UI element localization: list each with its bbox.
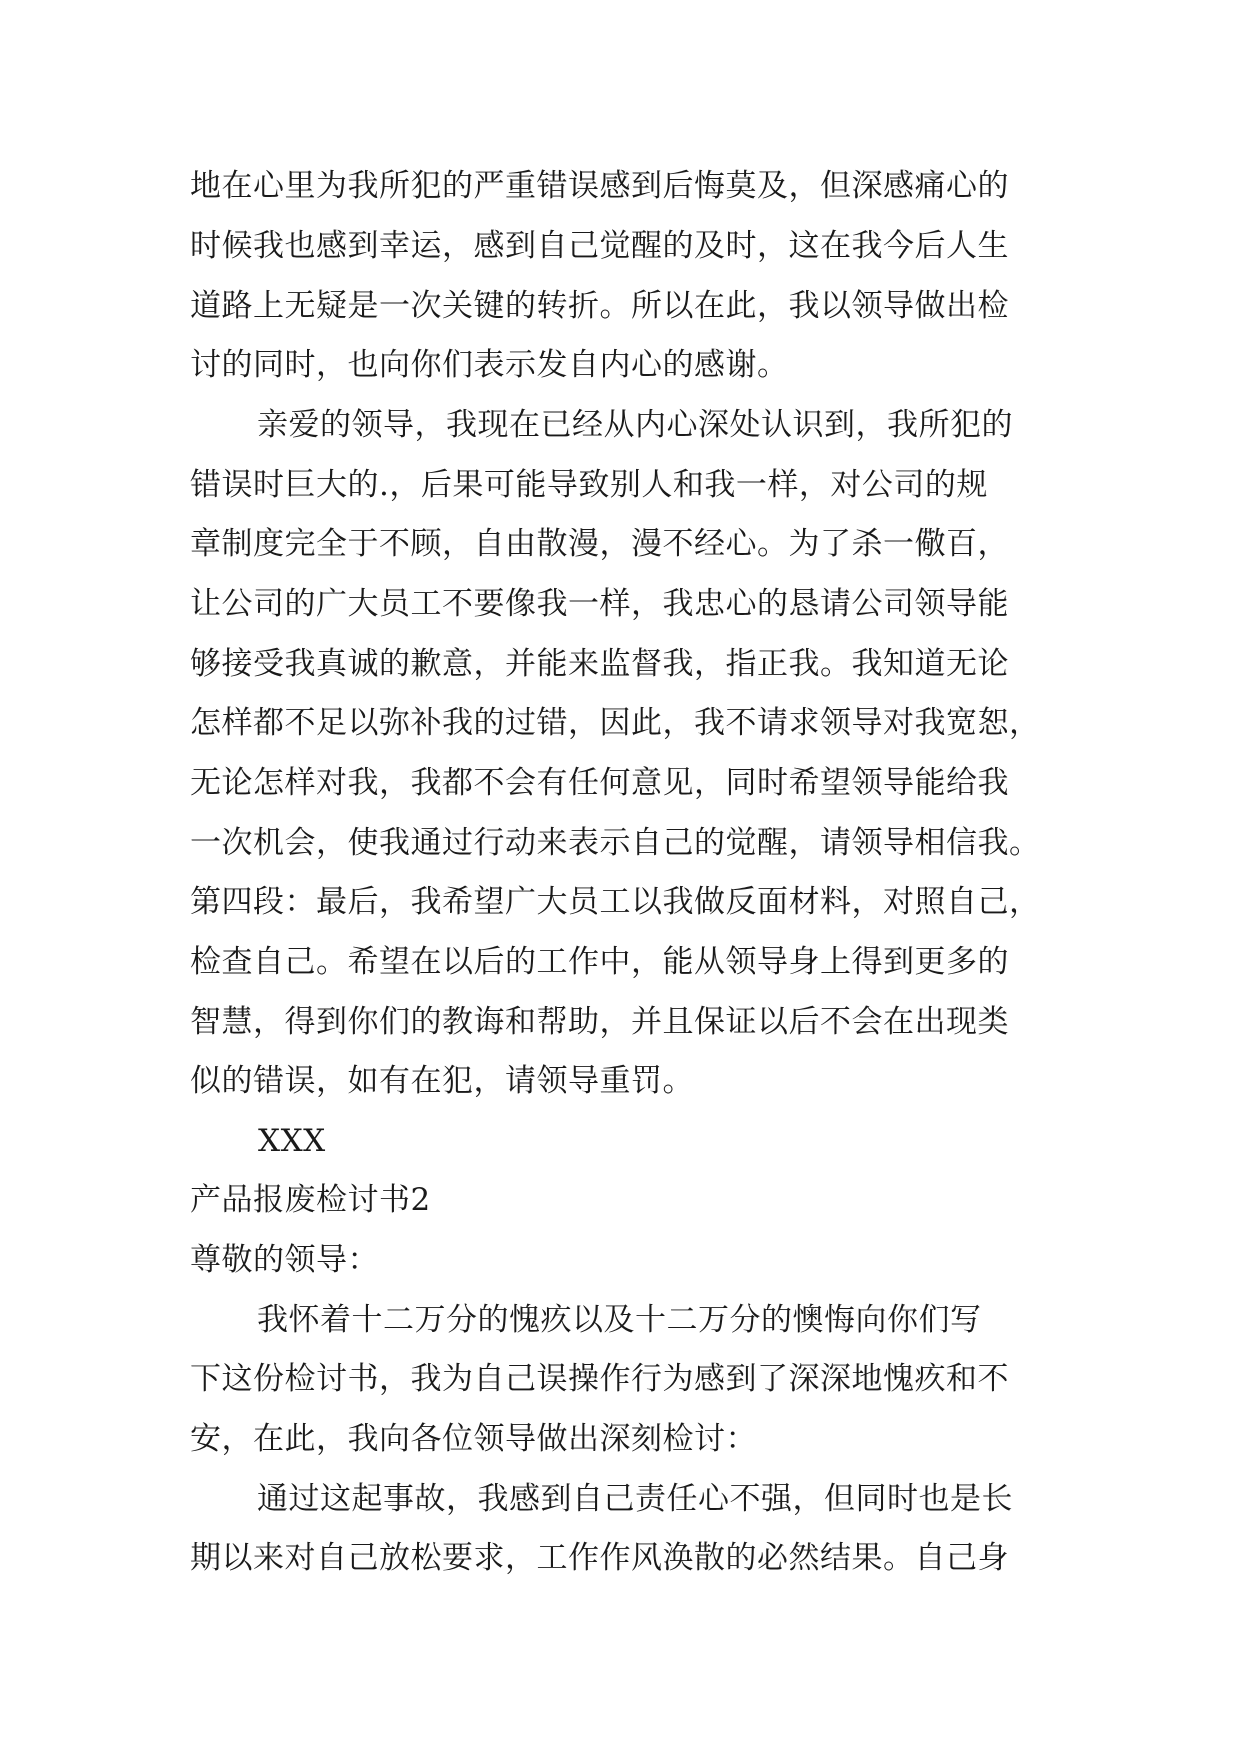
text-line: 似的错误，如有在犯，请领导重罚。 — [190, 1063, 694, 1099]
text-line: 地在心里为我所犯的严重错误感到后悔莫及，但深感痛心的 — [190, 168, 1009, 204]
text-line: 智慧，得到你们的教诲和帮助，并且保证以后不会在出现类 — [190, 1004, 1009, 1040]
text-line: 期以来对自己放松要求，工作作风涣散的必然结果。自己身 — [190, 1540, 1009, 1576]
text-line: 怎样都不足以弥补我的过错，因此，我不请求领导对我宽恕， — [190, 705, 1041, 741]
section-title: 产品报废检讨书2 — [190, 1182, 431, 1218]
text-line: 够接受我真诚的歉意，并能来监督我，指正我。我知道无论 — [190, 646, 1009, 682]
text-line: 让公司的广大员工不要像我一样，我忠心的恳请公司领导能 — [190, 586, 1009, 622]
salutation: 尊敬的领导： — [190, 1242, 379, 1278]
signature-line: XXX — [258, 1123, 326, 1159]
text-line: 下这份检讨书，我为自己误操作行为感到了深深地愧疚和不 — [190, 1361, 1009, 1397]
text-line: 讨的同时，也向你们表示发自内心的感谢。 — [190, 347, 789, 383]
text-line: 时候我也感到幸运，感到自己觉醒的及时，这在我今后人生 — [190, 228, 1009, 264]
text-line: 无论怎样对我，我都不会有任何意见，同时希望领导能给我 — [190, 765, 1009, 801]
text-line: 错误时巨大的.，后果可能导致别人和我一样，对公司的规 — [190, 467, 988, 503]
text-line: 一次机会，使我通过行动来表示自己的觉醒，请领导相信我。 — [190, 825, 1041, 861]
paragraph-start-line: 亲爱的领导，我现在已经从内心深处认识到，我所犯的 — [257, 407, 1013, 443]
text-line: 章制度完全于不顾，自由散漫，漫不经心。为了杀一儆百， — [190, 526, 1009, 562]
paragraph-start-line: 通过这起事故，我感到自己责任心不强，但同时也是长 — [257, 1481, 1013, 1517]
text-line: 安，在此，我向各位领导做出深刻检讨： — [190, 1421, 757, 1457]
text-line: 道路上无疑是一次关键的转折。所以在此，我以领导做出检 — [190, 288, 1009, 324]
text-line: 检查自己。希望在以后的工作中，能从领导身上得到更多的 — [190, 944, 1009, 980]
text-line: 第四段：最后，我希望广大员工以我做反面材料，对照自己， — [190, 884, 1041, 920]
paragraph-start-line: 我怀着十二万分的愧疚以及十二万分的懊悔向你们写 — [257, 1302, 982, 1338]
